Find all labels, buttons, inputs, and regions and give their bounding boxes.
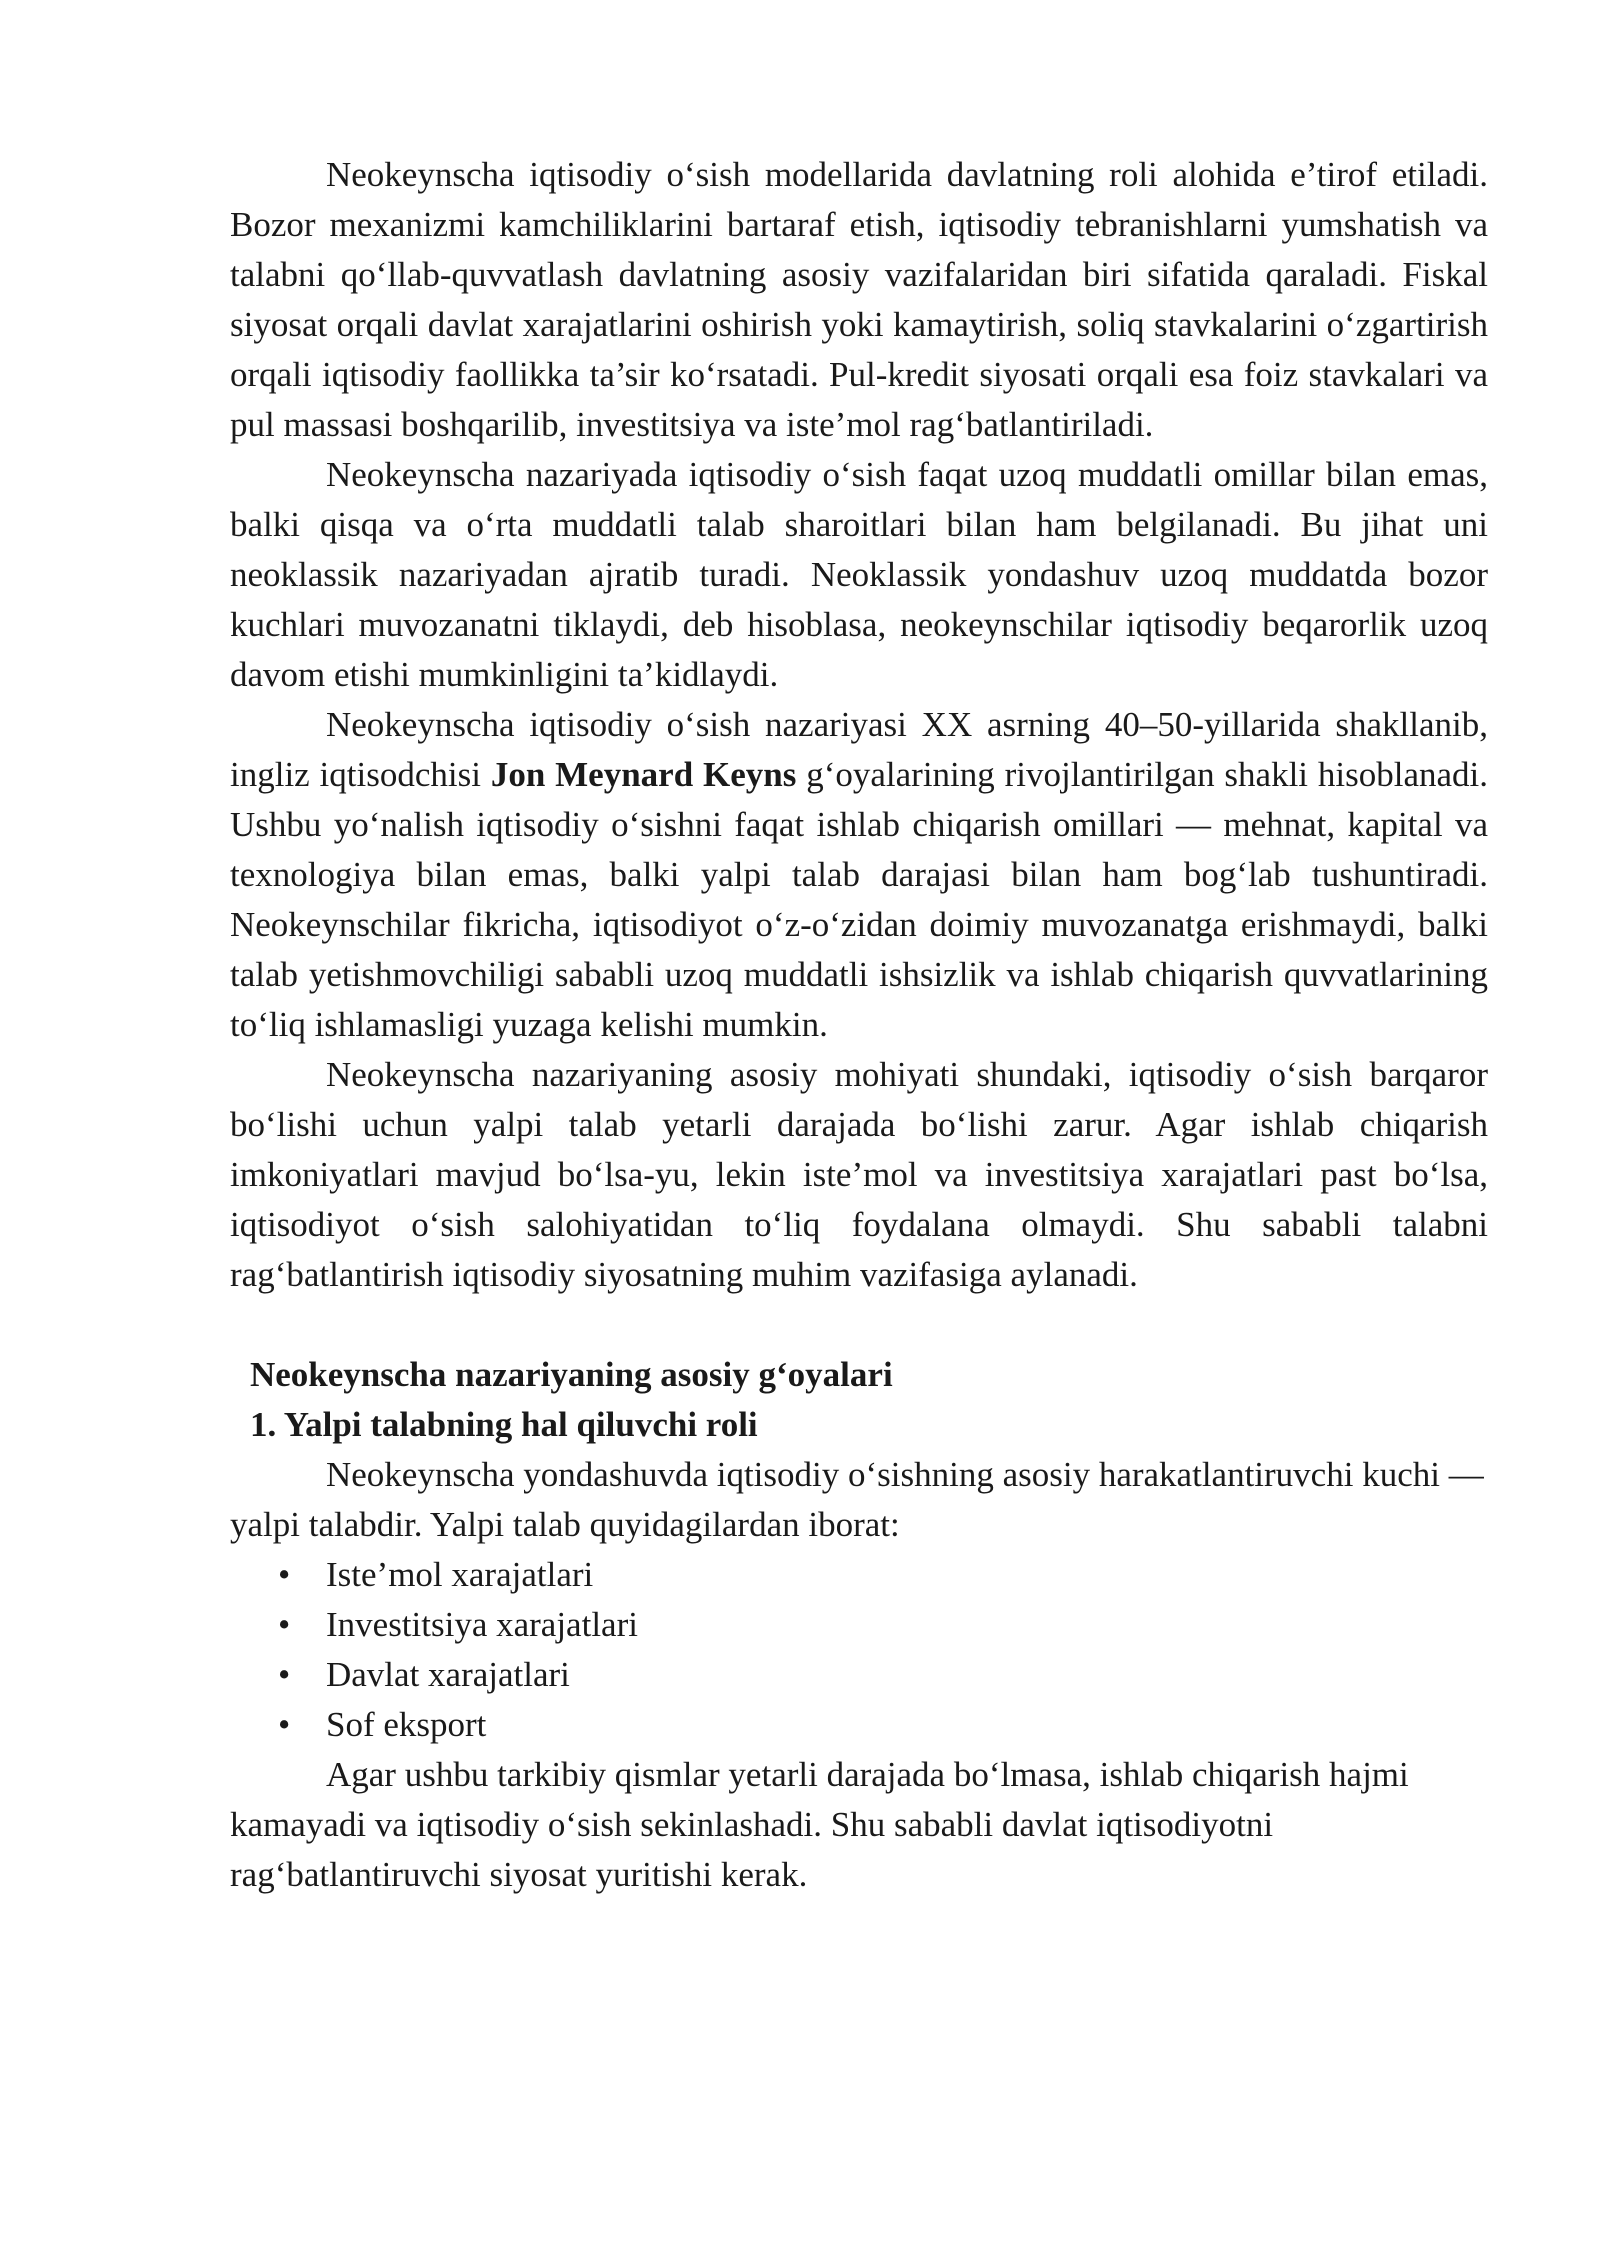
section-heading: Neokeynscha nazariyaning asosiy g‘oyalari <box>250 1355 893 1394</box>
spacer <box>230 1300 1488 1350</box>
list-item <box>230 1700 1488 1750</box>
subsection-heading: 1. Yalpi talabning hal qiluvchi roli <box>250 1405 758 1444</box>
list-item-text: Iste’mol xarajatlari <box>326 1555 594 1594</box>
paragraph-theory-origin <box>230 700 1488 1050</box>
bullet-icon: • <box>278 1655 291 1694</box>
paragraph-short-term-demand: Neokeynscha nazariyada iqtisodiy o‘sish faqat uzoq muddatli omillar bilan emas, balki qisqa va o‘rta muddatli talab sharoitlari bilan ham belgilanadi. Bu jihat uni neoklassik nazariyadan ajratib turadi. Neoklassik yondashuv uzoq muddatda bozor kuchlari muvozanatni tiklaydi, deb hisoblasa, neokeynschilar iqtisodiy beqarorlik uzoq davom etishi mumkinligini ta’kidlaydi. <box>230 455 1488 694</box>
document-page <box>230 150 1488 1900</box>
paragraph-state-role: Neokeynscha iqtisodiy o‘sish modellarida davlatning roli alohida e’tirof etiladi. Bozor mexanizmi kamchiliklarini bartaraf etish, iqtisodiy tebranishlarni yumshatish va talabni qo‘llab-quvvatlash davlatning asosiy vazifalaridan biri sifatida qaraladi. Fiskal siyosat orqali davlat xarajatlarini oshirish yoki kamaytirish, soliq stavkalarini o‘zgartirish orqali iqtisodiy faollikka ta’sir ko‘rsatadi. Pul-kredit siyosati orqali esa foiz stavkalari va pul massasi boshqarilib, investitsiya va iste’mol rag‘batlantiriladi. <box>230 155 1488 444</box>
list-item-text: Sof eksport <box>326 1705 487 1744</box>
bullet-icon: • <box>278 1555 291 1594</box>
section-intro: Neokeynscha yondashuvda iqtisodiy o‘sishning asosiy harakatlantiruvchi kuchi — yalpi talabdir. Yalpi talab quyidagilardan iborat: <box>230 1455 1484 1544</box>
list-item <box>230 1650 1488 1700</box>
keynes-name: Jon Meynard Keyns <box>490 755 797 794</box>
bullet-icon: • <box>278 1605 291 1644</box>
list-item-text: Davlat xarajatlari <box>326 1655 570 1694</box>
list-item <box>230 1550 1488 1600</box>
bullet-icon: • <box>278 1705 291 1744</box>
list-item-text: Investitsiya xarajatlari <box>326 1605 638 1644</box>
paragraph-text: Neokeynscha iqtisodiy o‘sish nazariyasi XX asrning 40–50-yillarida shakllanib, ingliz iqtisodchisi <box>230 705 1488 794</box>
demand-components-list <box>230 1550 1488 1750</box>
list-item <box>230 1600 1488 1650</box>
section-closing: Agar ushbu tarkibiy qismlar yetarli darajada bo‘lmasa, ishlab chiqarish hajmi kamayadi va iqtisodiy o‘sish sekinlashadi. Shu sababli davlat iqtisodiyotni rag‘batlantiruvchi siyosat yuritishi kerak. <box>230 1755 1409 1894</box>
paragraph-essence: Neokeynscha nazariyaning asosiy mohiyati shundaki, iqtisodiy o‘sish barqaror bo‘lishi uchun yalpi talab yetarli darajada bo‘lishi zarur. Agar ishlab chiqarish imkoniyatlari mavjud bo‘lsa-yu, lekin iste’mol va investitsiya xarajatlari past bo‘lsa, iqtisodiyot o‘sish salohiyatidan to‘liq foydalana olmaydi. Shu sababli talabni rag‘batlantirish iqtisodiy siyosatning muhim vazifasiga aylanadi. <box>230 1055 1488 1294</box>
paragraph-text: g‘oyalarining rivojlantirilgan shakli hisoblanadi. Ushbu yo‘nalish iqtisodiy o‘sishni faqat ishlab chiqarish omillari — mehnat, kapital va texnologiya bilan emas, balki yalpi talab darajasi bilan ham bog‘lab tushuntiradi. Neokeynschilar fikricha, iqtisodiyot o‘z-o‘zidan doimiy muvozanatga erishmaydi, balki talab yetishmovchiligi sababli uzoq muddatli ishsizlik va ishlab chiqarish quvvatlarining to‘liq ishlamasligi yuzaga kelishi mumkin. <box>230 755 1488 1044</box>
